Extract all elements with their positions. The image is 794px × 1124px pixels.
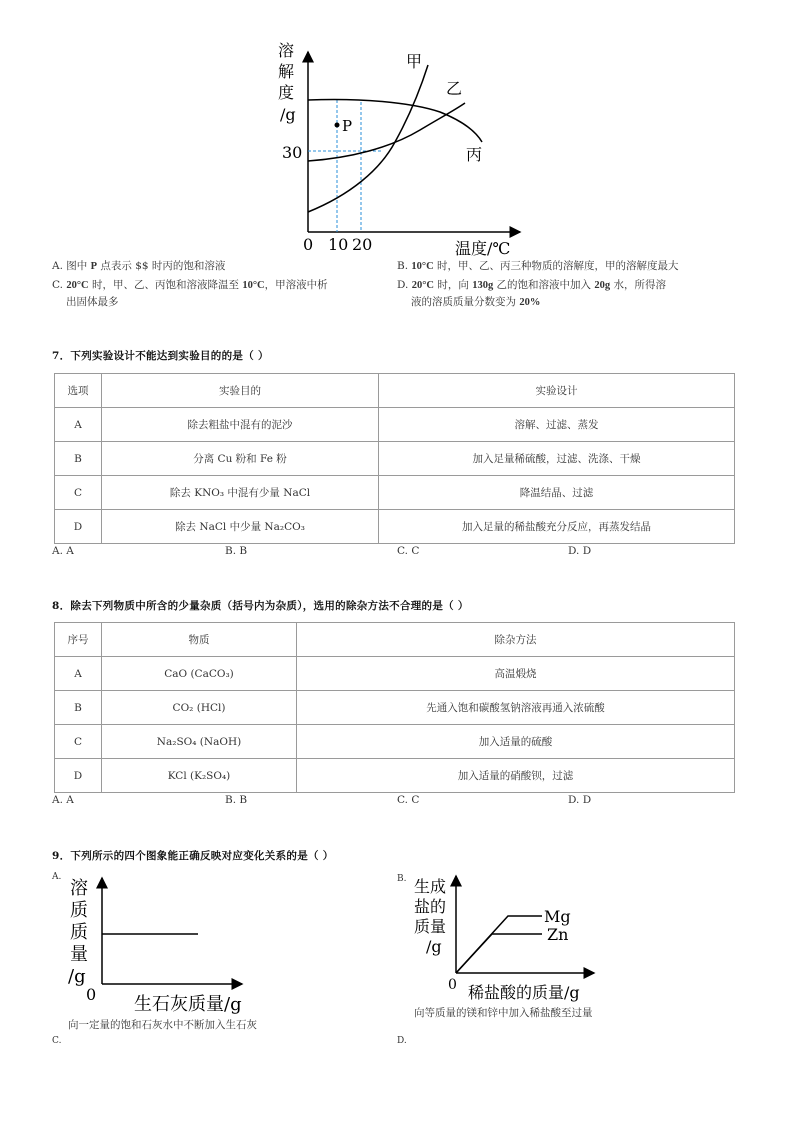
table-row: A 除去粗盐中混有的泥沙 溶解、过滤、蒸发 xyxy=(55,408,735,442)
table-row: D KCl (K₂SO₄) 加入适量的硝酸钡，过滤 xyxy=(55,759,735,793)
label-mg: Mg xyxy=(544,907,571,926)
q9-caption-a: 向一定量的饱和石灰水中不断加入生石灰 xyxy=(68,1019,257,1031)
q8-answer-a[interactable]: A. A xyxy=(52,794,74,806)
ylabel-4: /g xyxy=(426,937,442,956)
ylabel-3: 质 xyxy=(70,922,88,943)
origin: 0 xyxy=(86,985,97,1004)
label-bing: 丙 xyxy=(466,145,483,164)
table-row: D 除去 NaCl 中少量 Na₂CO₃ 加入足量的稀盐酸充分反应，再蒸发结晶 xyxy=(55,510,735,544)
xtick-10: 10 xyxy=(328,235,349,254)
q9-option-a-label[interactable]: A. xyxy=(52,872,62,882)
xlabel: 温度/℃ xyxy=(455,239,511,258)
ylabel-1: 溶 xyxy=(278,41,295,60)
q7-table xyxy=(54,373,735,544)
q8-table xyxy=(54,622,735,793)
ylabel-2: 解 xyxy=(278,62,295,81)
ylabel-1: 溶 xyxy=(70,878,88,899)
ylabel-2: 盐的 xyxy=(414,897,447,916)
xtick-20: 20 xyxy=(352,235,373,254)
ylabel-2: 质 xyxy=(70,900,88,921)
point-p-label: P xyxy=(342,117,353,135)
q7-answer-a[interactable]: A. A xyxy=(52,545,74,557)
q7-answer-d[interactable]: D. D xyxy=(568,545,592,557)
series-mg xyxy=(456,916,542,973)
solubility-graph xyxy=(270,30,540,260)
q9-option-c-label[interactable]: C. xyxy=(52,1036,62,1046)
q9-option-b-label[interactable]: B. xyxy=(397,874,407,884)
curve-yi xyxy=(308,103,465,161)
table-row: B 分离 Cu 粉和 Fe 粉 加入足量稀硫酸，过滤、洗涤、干燥 xyxy=(55,442,735,476)
curve-jia xyxy=(308,65,428,212)
q7-title: 7．下列实验设计不能达到实验目的的是（ ） xyxy=(52,350,269,362)
table-row: 选项 实验目的 实验设计 xyxy=(55,374,735,408)
q9-graph-b xyxy=(408,870,608,1006)
curve-bing xyxy=(308,100,482,143)
q7-answer-c[interactable]: C. C xyxy=(397,545,420,557)
q6-option-c[interactable]: C. 20°C 时，甲、乙、丙饱和溶液降温至 10°C，甲溶液中析 出固体最多 xyxy=(52,279,328,308)
q9-option-d-label[interactable]: D. xyxy=(397,1036,407,1046)
q9-caption-b: 向等质量的镁和锌中加入稀盐酸至过量 xyxy=(414,1007,593,1019)
ytick-30: 30 xyxy=(282,143,303,162)
origin: 0 xyxy=(448,977,457,993)
table-row: C 除去 KNO₃ 中混有少量 NaCl 降温结晶、过滤 xyxy=(55,476,735,510)
q6-option-d[interactable]: D. 20°C 时，向 130g 乙的饱和溶液中加入 20g 水，所得溶 液的溶质质量分数变为 20% xyxy=(397,279,666,308)
q8-title: 8．除去下列物质中所含的少量杂质（括号内为杂质），选用的除杂方法不合理的是（ ） xyxy=(52,600,469,612)
q8-answer-c[interactable]: C. C xyxy=(397,794,420,806)
ylabel-1: 生成 xyxy=(414,877,447,896)
ylabel-3: 质量 xyxy=(414,917,447,936)
q6-option-b[interactable]: B. 10°C 时，甲、乙、丙三种物质的溶解度，甲的溶解度最大 xyxy=(397,260,679,272)
table-row: A CaO (CaCO₃) 高温煅烧 xyxy=(55,657,735,691)
q8-answer-d[interactable]: D. D xyxy=(568,794,592,806)
q9-graph-a xyxy=(62,872,262,1020)
ylabel-4: /g xyxy=(280,105,296,124)
point-p xyxy=(335,123,340,128)
series-zn xyxy=(456,934,542,973)
table-row: B CO₂ (HCl) 先通入饱和碳酸氢钠溶液再通入浓硫酸 xyxy=(55,691,735,725)
q9-title: 9．下列所示的四个图象能正确反映对应变化关系的是（ ） xyxy=(52,850,334,862)
xlabel: 稀盐酸的质量/g xyxy=(468,983,580,1002)
label-yi: 乙 xyxy=(446,79,463,98)
q8-answer-b[interactable]: B. B xyxy=(225,794,248,806)
table-row: C Na₂SO₄ (NaOH) 加入适量的硫酸 xyxy=(55,725,735,759)
ylabel-3: 度 xyxy=(278,83,295,102)
ylabel-4: 量 xyxy=(70,944,88,965)
q6-option-a[interactable]: A. 图中 P 点表示 $$ 时丙的饱和溶液 xyxy=(52,260,226,272)
table-row: 序号 物质 除杂方法 xyxy=(55,623,735,657)
xtick-0: 0 xyxy=(303,235,314,254)
label-zn: Zn xyxy=(547,925,569,944)
ylabel-5: /g xyxy=(68,966,86,987)
label-jia: 甲 xyxy=(406,52,423,71)
q7-answer-b[interactable]: B. B xyxy=(225,545,248,557)
xlabel: 生石灰质量/g xyxy=(134,994,242,1015)
